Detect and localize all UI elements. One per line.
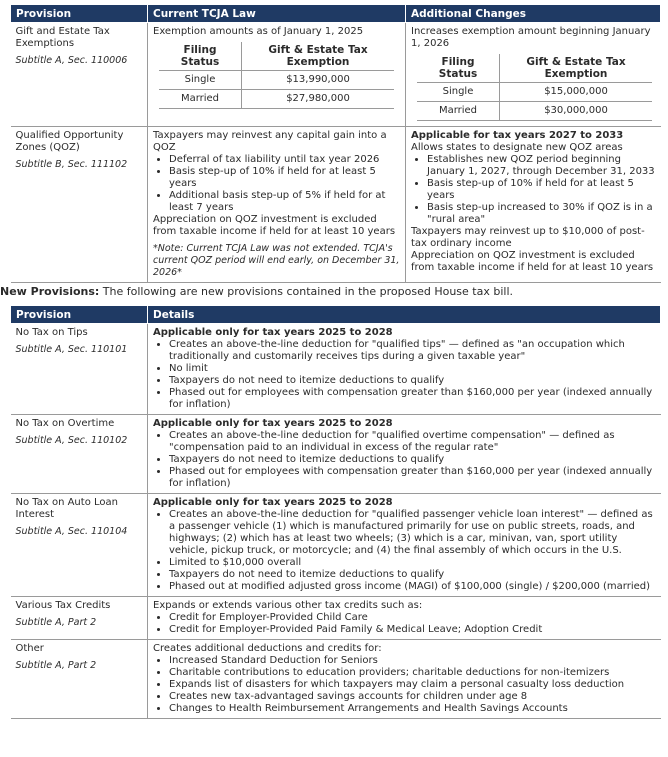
additional-bullets <box>411 154 656 226</box>
inner-header-filing-status: Filing Status <box>159 42 242 71</box>
exemption-value-cell: $27,980,000 <box>242 90 395 109</box>
filing-status-cell: Married <box>417 102 500 121</box>
list-item: • Creates an above-the-line deduction for "qualified overtime compensation" — defined as "compensation paid to an individual in excess of the regular rate" <box>169 430 656 454</box>
list-item: • Creates new tax-advantaged savings accounts for children under age 8 <box>169 691 656 703</box>
current-intro: Exemption amounts as of January 1, 2025 <box>153 26 364 37</box>
list-item: • Limited to $10,000 overall <box>169 557 656 569</box>
details-cell <box>148 640 661 719</box>
provision-subtitle: Subtitle A, Sec. 110102 <box>15 435 128 446</box>
current-bullets <box>153 154 400 214</box>
details-heading: Applicable only for tax years 2025 to 2028 <box>153 418 393 429</box>
table-row <box>11 415 661 494</box>
additional-changes-cell <box>406 23 661 127</box>
additional-heading: Applicable for tax years 2027 to 2033 <box>411 130 624 141</box>
table-row-qoz <box>11 127 661 283</box>
details-heading: Applicable only for tax years 2025 to 2028 <box>153 327 393 338</box>
additional-after-1: Taxpayers may reinvest up to $10,000 of post-tax ordinary income <box>411 226 645 249</box>
current-law-cell <box>148 23 406 127</box>
details-bullets <box>153 339 656 411</box>
list-item: • Establishes new QOZ period beginning January 1, 2027, through December 31, 2033 <box>427 154 656 178</box>
details-intro: Creates additional deductions and credits for: <box>153 643 382 654</box>
details-intro: Expands or extends various other tax credits such as: <box>153 600 423 611</box>
inner-header-filing-status: Filing Status <box>417 54 500 83</box>
filing-status-cell: Single <box>159 71 242 90</box>
column-header-current-law: Current TCJA Law <box>148 5 406 23</box>
current-law-table <box>10 4 661 283</box>
current-note: *Note: Current TCJA Law was not extended. TCJA's current QOZ period will end early, on December 31, 2026* <box>153 243 400 278</box>
details-cell <box>148 415 661 494</box>
list-item: • Creates an above-the-line deduction for "qualified tips" — defined as "an occupation which traditionally and customarily receives tips during a given taxable year" <box>169 339 656 363</box>
filing-status-cell: Single <box>417 83 500 102</box>
details-bullets <box>153 509 656 593</box>
provision-name: No Tax on Overtime <box>15 418 115 429</box>
provision-subtitle: Subtitle A, Sec. 110101 <box>15 344 128 355</box>
list-item: • No limit <box>169 363 656 375</box>
table-row <box>11 597 661 640</box>
filing-status-cell: Married <box>159 90 242 109</box>
list-item: • Increased Standard Deduction for Seniors <box>169 655 656 667</box>
provision-subtitle: Subtitle A, Sec. 110006 <box>15 55 128 66</box>
inner-row <box>159 90 394 109</box>
additional-exemption-table <box>417 54 652 121</box>
section-heading-bold: New Provisions: <box>0 285 100 298</box>
table-row-gift-estate <box>11 23 661 127</box>
provision-subtitle: Subtitle A, Part 2 <box>15 617 97 628</box>
exemption-value-cell: $13,990,000 <box>242 71 395 90</box>
details-cell <box>148 597 661 640</box>
column-header-provision: Provision <box>11 5 148 23</box>
details-bullets <box>153 430 656 490</box>
provision-name: Various Tax Credits <box>15 600 111 611</box>
provision-cell <box>11 597 148 640</box>
current-exemption-table <box>159 42 394 109</box>
list-item: • Basis step-up increased to 30% if QOZ is in a "rural area" <box>427 202 656 226</box>
additional-after-2: Appreciation on QOZ investment is excluded from taxable income if held for at least 10 years <box>411 250 654 273</box>
additional-intro: Increases exemption amount beginning January 1, 2026 <box>411 26 651 49</box>
details-cell <box>148 324 661 415</box>
table-header-row <box>11 306 661 324</box>
list-item: • Charitable contributions to education providers; charitable deductions for non-itemizers <box>169 667 656 679</box>
current-intro: Taxpayers may reinvest any capital gain into a QOZ <box>153 130 387 153</box>
list-item: • Changes to Health Reimbursement Arrangements and Health Savings Accounts <box>169 703 656 715</box>
provision-name: Other <box>15 643 44 654</box>
section-heading-text: The following are new provisions contained in the proposed House tax bill. <box>99 285 513 298</box>
details-heading: Applicable only for tax years 2025 to 2028 <box>153 497 393 508</box>
exemption-value-cell: $30,000,000 <box>500 102 653 121</box>
list-item: • Phased out for employees with compensation greater than $160,000 per year (indexed annually for inflation) <box>169 387 656 411</box>
provision-cell <box>11 127 148 283</box>
inner-row <box>159 71 394 90</box>
details-bullets <box>153 655 656 715</box>
list-item: • Deferral of tax liability until tax year 2026 <box>169 154 400 166</box>
exemption-value-cell: $15,000,000 <box>500 83 653 102</box>
table-header-row <box>11 5 661 23</box>
provision-cell <box>11 415 148 494</box>
table-row <box>11 324 661 415</box>
provision-subtitle: Subtitle A, Part 2 <box>15 660 97 671</box>
provision-name: No Tax on Tips <box>15 327 88 338</box>
column-header-details: Details <box>148 306 661 324</box>
list-item: • Basis step-up of 10% if held for at least 5 years <box>169 166 400 190</box>
list-item: • Credit for Employer-Provided Paid Family & Medical Leave; Adoption Credit <box>169 624 656 636</box>
current-law-cell <box>148 127 406 283</box>
provision-name: Gift and Estate Tax Exemptions <box>15 26 110 49</box>
additional-changes-cell <box>406 127 661 283</box>
list-item: • Basis step-up of 10% if held for at least 5 years <box>427 178 656 202</box>
list-item: • Phased out at modified adjusted gross income (MAGI) of $100,000 (single) / $200,000 (married) <box>169 581 656 593</box>
inner-row <box>417 102 652 121</box>
provision-subtitle: Subtitle B, Sec. 111102 <box>15 159 128 170</box>
list-item: • Taxpayers do not need to itemize deductions to qualify <box>169 454 656 466</box>
list-item: • Taxpayers do not need to itemize deductions to qualify <box>169 375 656 387</box>
provision-cell <box>11 494 148 597</box>
column-header-provision: Provision <box>11 306 148 324</box>
provision-subtitle: Subtitle A, Sec. 110104 <box>15 526 128 537</box>
list-item: • Taxpayers do not need to itemize deductions to qualify <box>169 569 656 581</box>
section-heading <box>0 285 513 298</box>
provision-cell <box>11 23 148 127</box>
details-cell <box>148 494 661 597</box>
new-provisions-table <box>10 305 661 719</box>
provision-cell <box>11 324 148 415</box>
inner-row <box>417 83 652 102</box>
list-item: • Additional basis step-up of 5% if held for at least 7 years <box>169 190 400 214</box>
provision-name: Qualified Opportunity Zones (QOZ) <box>15 130 124 153</box>
list-item: • Creates an above-the-line deduction for "qualified passenger vehicle loan interest" — defined as a passenger vehicle (1) which is manufactured primarily for use on public streets, roads, and highways; (2) which has at least two wheels; (3) which is a car, minivan, van, sport utility vehicle, pickup truck, or motorcycle; and (4) the final assembly of which occurs in the U.S. <box>169 509 656 557</box>
table-row <box>11 640 661 719</box>
table-row <box>11 494 661 597</box>
additional-line: Allows states to designate new QOZ areas <box>411 142 623 153</box>
column-header-additional-changes: Additional Changes <box>406 5 661 23</box>
current-after: Appreciation on QOZ investment is excluded from taxable income if held for at least 10 years <box>153 214 396 237</box>
list-item: • Expands list of disasters for which taxpayers may claim a personal casualty loss deduction <box>169 679 656 691</box>
inner-header-exemption: Gift & Estate Tax Exemption <box>242 42 395 71</box>
provision-name: No Tax on Auto Loan Interest <box>15 497 118 520</box>
details-bullets <box>153 612 656 636</box>
inner-header-exemption: Gift & Estate Tax Exemption <box>500 54 653 83</box>
provision-cell <box>11 640 148 719</box>
list-item: • Credit for Employer-Provided Child Care <box>169 612 656 624</box>
list-item: • Phased out for employees with compensation greater than $160,000 per year (indexed annually for inflation) <box>169 466 656 490</box>
